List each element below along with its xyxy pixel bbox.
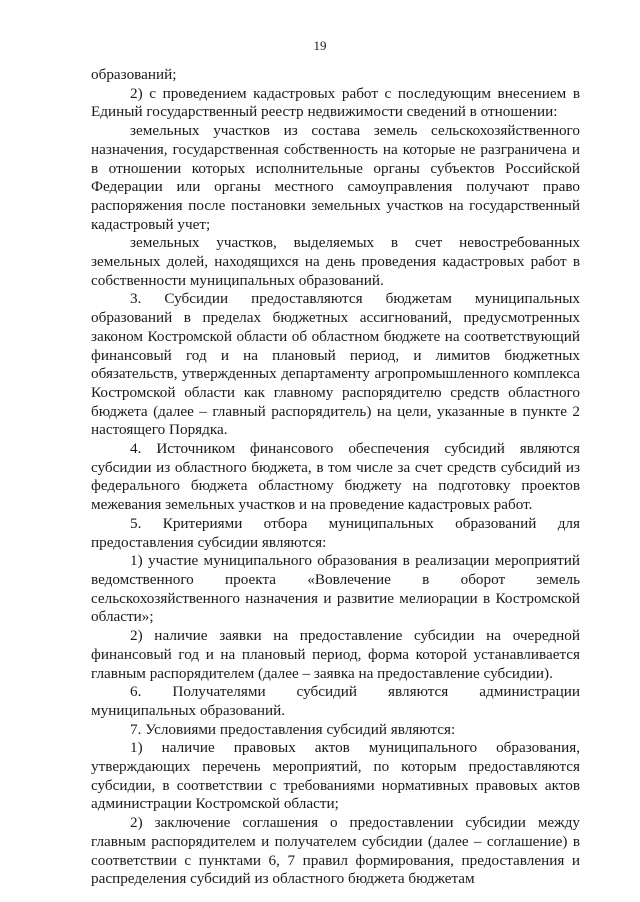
paragraph-3: земельных участков из состава земель сельскохозяйственного назначения, государственная собственность на которые не разграничена и в отношении которых исполнительные органы субъектов Российской Федерации или органы местного самоуправления получают право распоряжения после постановки земельных участков на государственный кадастровый учет;	[91, 122, 580, 233]
paragraph-9: 2) наличие заявки на предоставление субсидии на очередной финансовый год и на плановый период, форма которой устанавливается главным распорядителем (далее – заявка на предоставление субсидии).	[91, 627, 580, 682]
paragraph-12: 1) наличие правовых актов муниципального образования, утверждающих перечень мероприятий, по которым предоставляются субсидии, в соответствии с требованиями нормативных правовых актов администрации Костромской области;	[91, 739, 580, 813]
paragraph-11: 7. Условиями предоставления субсидий являются:	[130, 720, 456, 738]
paragraph-10: 6. Получателями субсидий являются администрации муниципальных образований.	[91, 683, 580, 719]
paragraph-6: 4. Источником финансового обеспечения субсидий являются субсидии из областного бюджета, в том числе за счет средств субсидий из федерального бюджета областному бюджету на подготовку проектов межевания земельных участков и на проведение кадастровых работ.	[91, 440, 580, 514]
paragraph-5: 3. Субсидии предоставляются бюджетам муниципальных образований в пределах бюджетных ассигнований, предусмотренных законом Костромской области об областном бюджете на соответствующий финансовый год и на плановый период, и лимитов бюджетных обязательств, утвержденных департаменту агропромышленного комплекса Костромской области как главному распорядителю средств областного бюджета (далее – главный распорядитель) на цели, указанные в пункте 2 настоящего Порядка.	[91, 290, 580, 439]
paragraph-2: 2) с проведением кадастровых работ с последующим внесением в Единый государственный реестр недвижимости сведений в отношении:	[91, 84, 580, 121]
page-number: 19	[313, 38, 327, 53]
paragraph-8: 1) участие муниципального образования в реализации мероприятий ведомственного проекта «Вовлечение в оборот земель сельскохозяйственного назначения и развитие мелиорации в Костромской области»;	[91, 552, 580, 626]
paragraph-13: 2) заключение соглашения о предоставлении субсидии между главным распорядителем и получателем субсидии (далее – соглашение) в соответствии с пунктами 6, 7 правил формирования, предоставления и распределения субсидий из областного бюджета бюджетам	[91, 814, 580, 888]
paragraph-7: 5. Критериями отбора муниципальных образований для предоставления субсидии являются:	[91, 514, 580, 551]
paragraph-1: образований;	[91, 66, 177, 83]
paragraph-4: земельных участков, выделяемых в счет невостребованных земельных долей, находящихся на день проведения кадастровых работ в собственности муниципальных образований.	[91, 234, 580, 289]
document-body	[91, 66, 580, 889]
